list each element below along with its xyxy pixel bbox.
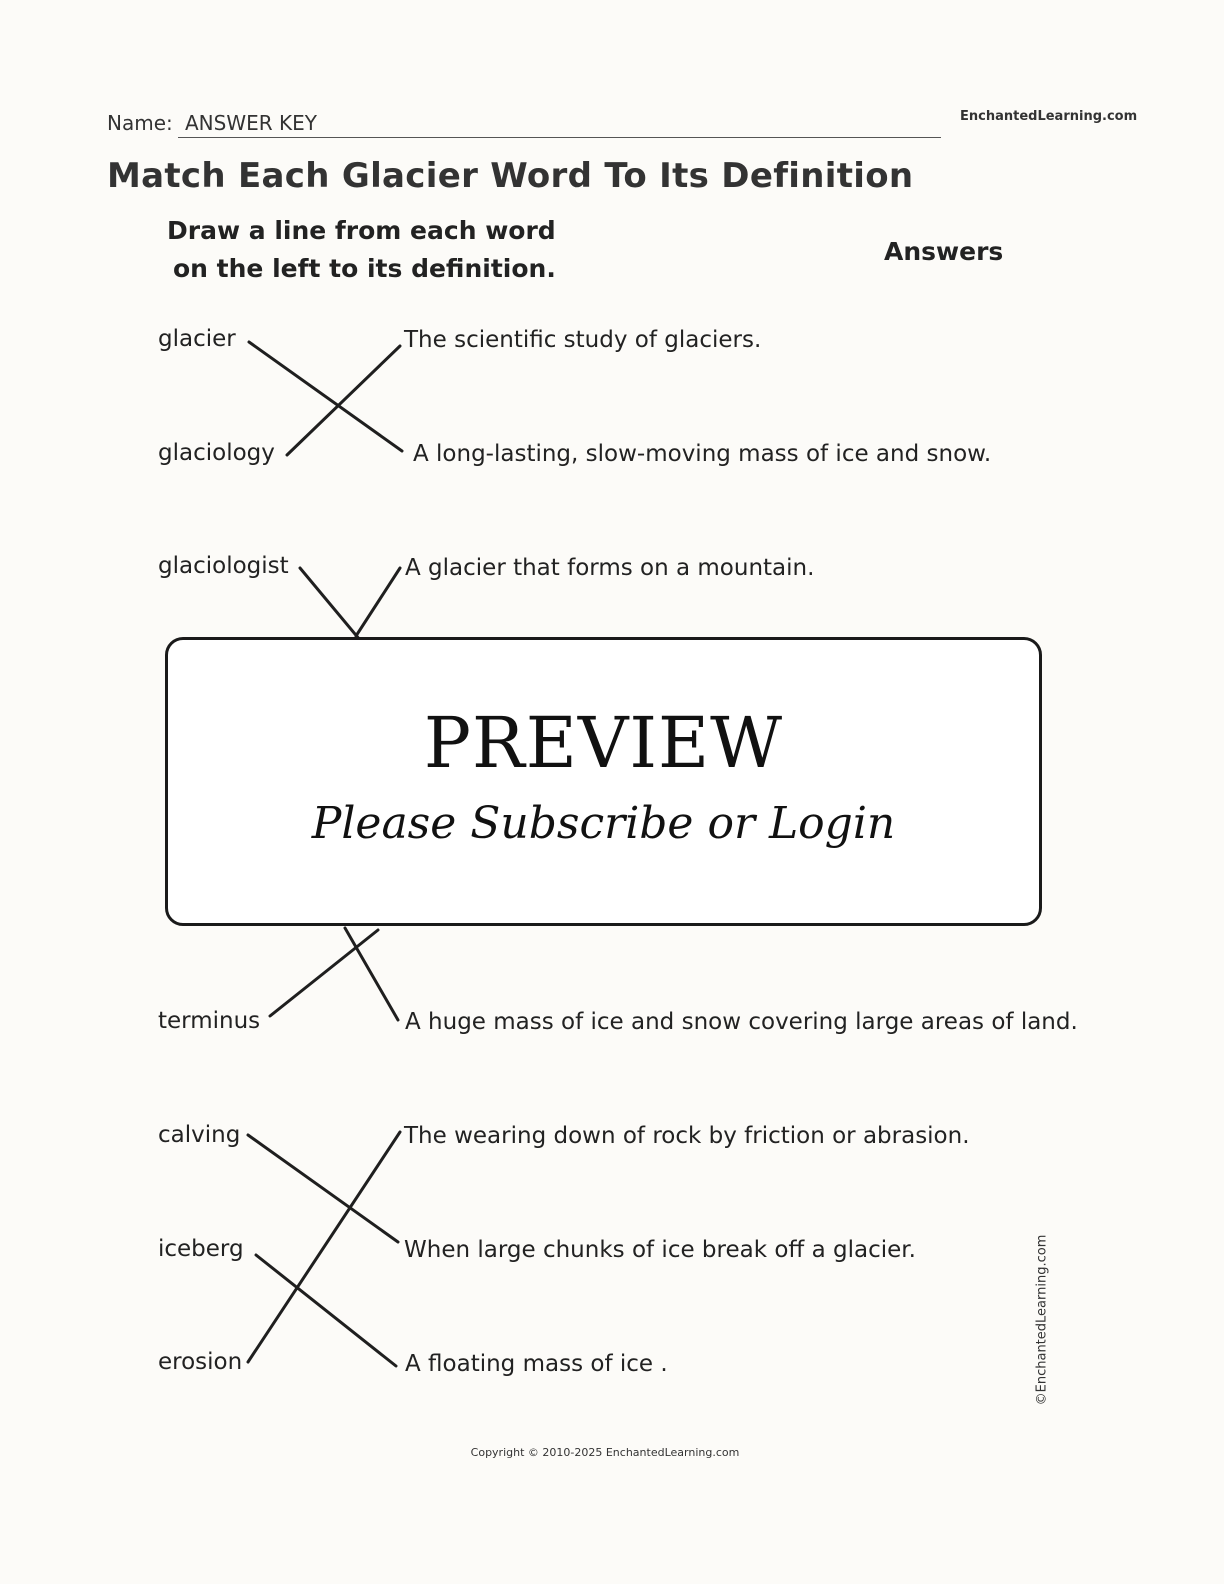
definition-7: A floating mass of ice . [405,1351,668,1377]
match-line [256,1255,396,1366]
instructions-line-2: on the left to its definition. [173,254,556,283]
word-terminus: terminus [158,1008,261,1034]
word-glaciologist: glaciologist [158,553,289,579]
site-logo: EnchantedLearning.com [960,109,1138,124]
word-glaciology: glaciology [158,440,275,466]
match-line [249,342,402,451]
word-iceberg: iceberg [158,1236,244,1262]
vertical-credit: ©EnchantedLearning.com [1034,1234,1050,1406]
match-line [248,1135,398,1242]
word-erosion: erosion [158,1349,243,1375]
match-line [300,568,360,640]
copyright: Copyright © 2010-2025 EnchantedLearning.com [470,1446,740,1459]
definition-1: The scientific study of glaciers. [404,327,762,353]
word-calving: calving [158,1122,241,1148]
preview-title: PREVIEW [423,702,784,784]
match-line [345,928,398,1020]
definition-6: When large chunks of ice break off a glacier. [404,1237,916,1263]
definition-5: The wearing down of rock by friction or abrasion. [404,1123,970,1149]
definition-3: A glacier that forms on a mountain. [405,555,815,581]
answers-heading: Answers [884,237,1004,266]
page-title: Match Each Glacier Word To Its Definition [107,156,914,196]
name-label: Name: [107,111,173,135]
word-glacier: glacier [158,326,236,352]
instructions-line-1: Draw a line from each word [167,216,556,245]
match-line [270,930,378,1016]
preview-overlay[interactable] [165,637,1042,926]
subscribe-login-prompt[interactable]: Please Subscribe or Login [311,798,896,849]
name-value: ANSWER KEY [185,111,317,135]
match-line [248,1132,400,1362]
definition-4: A huge mass of ice and snow covering large areas of land. [405,1009,1078,1035]
match-line [356,568,400,636]
definition-2: A long-lasting, slow-moving mass of ice and snow. [413,441,992,467]
